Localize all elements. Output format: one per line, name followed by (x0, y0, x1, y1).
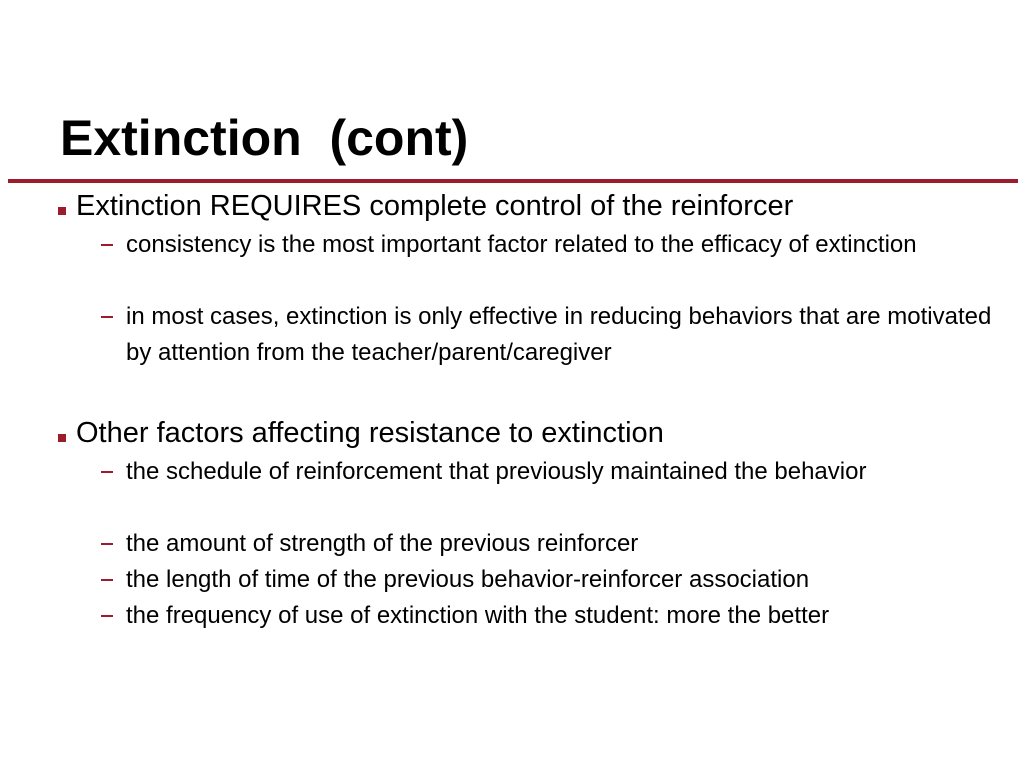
sub-bullet-item: the amount of strength of the previous reinforcer (126, 530, 639, 557)
sub-bullet-item: the length of time of the previous behavior-reinforcer association (126, 566, 810, 593)
sub-bullet-dash-icon (101, 615, 113, 617)
sub-bullet-dash-icon (101, 579, 113, 581)
bullet-item: Other factors affecting resistance to extinction (76, 417, 664, 449)
bullet-square-icon (58, 434, 66, 442)
sub-bullet-item: consistency is the most important factor related to the efficacy of extinction (126, 231, 917, 258)
sub-bullet-item: the frequency of use of extinction with the student: more the better (126, 602, 830, 629)
bullet-square-icon (58, 207, 66, 215)
sub-bullet-item: the schedule of reinforcement that previously maintained the behavior (126, 458, 867, 485)
bullet-item: Extinction REQUIRES complete control of the reinforcer (76, 190, 794, 222)
sub-bullet-dash-icon (101, 543, 113, 545)
sub-bullet-item: in most cases, extinction is only effective in reducing behaviors that are motivated by attention from the teacher/parent/caregiver (126, 303, 992, 366)
sub-bullet-dash-icon (101, 244, 113, 246)
title-divider (8, 179, 1018, 183)
sub-bullet-dash-icon (101, 316, 113, 318)
slide-title: Extinction (cont) (60, 110, 469, 166)
sub-bullet-dash-icon (101, 471, 113, 473)
